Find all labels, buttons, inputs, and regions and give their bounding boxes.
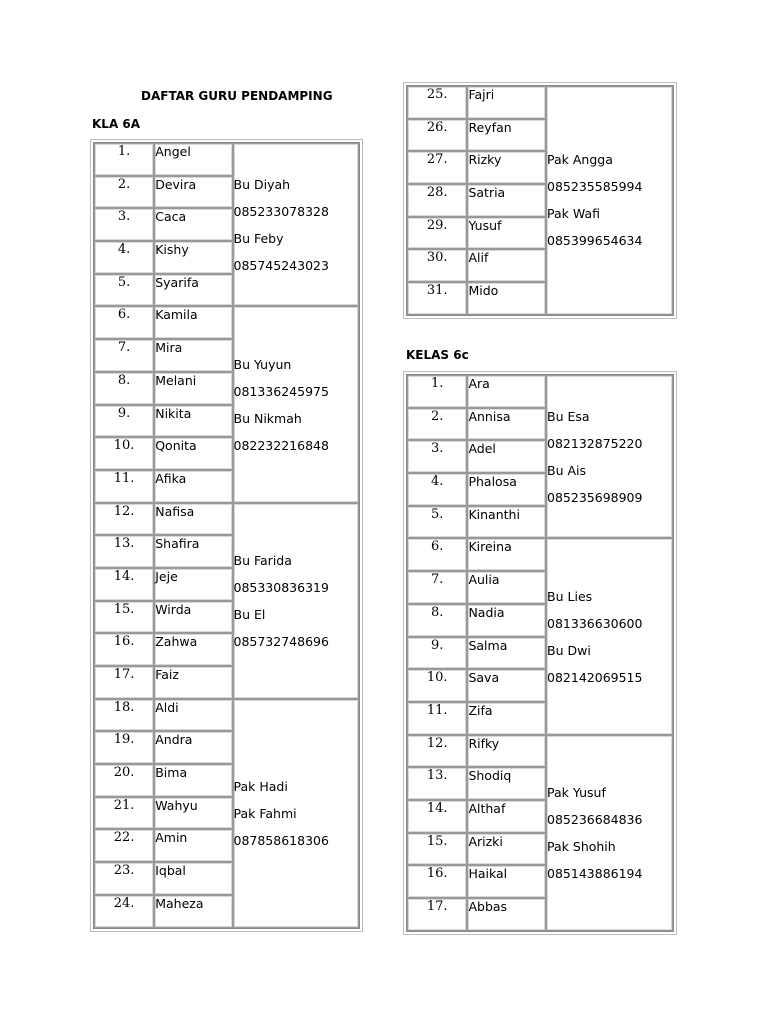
student-name: Rifky xyxy=(467,735,546,768)
teacher-info: 085235585994 xyxy=(547,179,643,195)
teacher-info: Bu Lies xyxy=(547,588,593,604)
student-number: 12. xyxy=(94,503,154,536)
student-name: Salma xyxy=(467,637,546,670)
student-number: 10. xyxy=(407,669,467,702)
student-name: Syarifa xyxy=(154,274,232,307)
teacher-cell xyxy=(233,143,360,306)
student-number: 10. xyxy=(94,437,154,470)
student-number: 14. xyxy=(94,568,154,601)
student-number: 7. xyxy=(94,339,154,372)
teacher-info: Pak Fahmi xyxy=(233,805,297,821)
teacher-info: Bu Diyah xyxy=(233,176,291,192)
student-number: 5. xyxy=(407,506,467,539)
table-row xyxy=(94,143,359,176)
student-name: Faiz xyxy=(154,666,232,699)
teacher-cell xyxy=(546,538,673,734)
student-name: Nafisa xyxy=(154,503,232,536)
teacher-info: Bu Dwi xyxy=(547,642,591,658)
student-name: Nikita xyxy=(154,405,232,438)
student-name: Iqbal xyxy=(154,862,232,895)
teacher-info: Pak Wafi xyxy=(547,206,600,222)
student-name: Satria xyxy=(467,184,546,217)
student-name: Arizki xyxy=(467,833,546,866)
class-heading-6a: KLA 6A xyxy=(92,117,141,131)
student-number: 3. xyxy=(407,440,467,473)
teacher-info: 081336630600 xyxy=(547,615,643,631)
student-name: Adel xyxy=(467,440,546,473)
student-name: Kamila xyxy=(154,306,232,339)
teacher-info: 085732748696 xyxy=(233,633,329,649)
student-name: Ara xyxy=(467,375,546,408)
teacher-info: 087858618306 xyxy=(233,832,329,848)
teacher-info: 082132875220 xyxy=(547,435,643,451)
teacher-info: Bu Esa xyxy=(547,408,590,424)
teacher-info: 085235698909 xyxy=(547,489,643,505)
student-name: Althaf xyxy=(467,800,546,833)
student-name: Melani xyxy=(154,372,232,405)
student-number: 15. xyxy=(94,601,154,634)
student-number: 13. xyxy=(94,535,154,568)
student-number: 11. xyxy=(94,470,154,503)
student-number: 1. xyxy=(94,143,154,176)
student-number: 17. xyxy=(94,666,154,699)
student-name: Annisa xyxy=(467,408,546,441)
student-name: Kishy xyxy=(154,241,232,274)
teacher-info: Bu Farida xyxy=(233,552,292,568)
student-number: 3. xyxy=(94,208,154,241)
student-number: 18. xyxy=(94,699,154,732)
student-number: 25. xyxy=(407,86,467,119)
student-name: Caca xyxy=(154,208,232,241)
student-name: Haikal xyxy=(467,865,546,898)
teacher-info: Pak Yusuf xyxy=(547,784,606,800)
student-number: 14. xyxy=(407,800,467,833)
student-number: 13. xyxy=(407,767,467,800)
student-number: 5. xyxy=(94,274,154,307)
student-name: Shafira xyxy=(154,535,232,568)
table-row xyxy=(407,538,673,571)
student-number: 31. xyxy=(407,282,467,315)
teacher-info: 085745243023 xyxy=(233,257,329,273)
student-number: 15. xyxy=(407,833,467,866)
teacher-info: Bu Ais xyxy=(547,462,587,478)
student-number: 26. xyxy=(407,119,467,152)
student-number: 4. xyxy=(94,241,154,274)
student-number: 6. xyxy=(94,306,154,339)
student-name: Devira xyxy=(154,176,232,209)
student-name: Kinanthi xyxy=(467,506,546,539)
student-number: 1. xyxy=(407,375,467,408)
teacher-cell xyxy=(233,306,360,502)
student-name: Zifa xyxy=(467,702,546,735)
table-kla-6a xyxy=(93,142,360,929)
student-number: 2. xyxy=(407,408,467,441)
student-name: Yusuf xyxy=(467,217,546,250)
student-name: Afika xyxy=(154,470,232,503)
student-number: 9. xyxy=(94,405,154,438)
class-heading-6c: KELAS 6c xyxy=(406,348,469,362)
student-name: Mido xyxy=(467,282,546,315)
student-number: 11. xyxy=(407,702,467,735)
student-number: 16. xyxy=(407,865,467,898)
teacher-info: Bu Yuyun xyxy=(233,356,292,372)
table-row xyxy=(94,306,359,339)
student-name: Wahyu xyxy=(154,797,232,830)
student-number: 12. xyxy=(407,735,467,768)
teacher-info: 085143886194 xyxy=(547,865,643,881)
student-name: Sava xyxy=(467,669,546,702)
student-number: 20. xyxy=(94,764,154,797)
student-name: Alif xyxy=(467,249,546,282)
teacher-info: 085236684836 xyxy=(547,811,643,827)
student-number: 17. xyxy=(407,898,467,931)
teacher-info: Pak Hadi xyxy=(233,778,288,794)
student-number: 29. xyxy=(407,217,467,250)
teacher-cell xyxy=(546,86,673,315)
student-number: 23. xyxy=(94,862,154,895)
student-name: Bima xyxy=(154,764,232,797)
table-row xyxy=(407,735,673,768)
student-number: 22. xyxy=(94,829,154,862)
table-row xyxy=(94,503,359,536)
page-title: DAFTAR GURU PENDAMPING xyxy=(141,89,333,103)
student-name: Aldi xyxy=(154,699,232,732)
student-number: 28. xyxy=(407,184,467,217)
student-name: Jeje xyxy=(154,568,232,601)
student-name: Maheza xyxy=(154,895,232,928)
student-name: Angel xyxy=(154,143,232,176)
student-name: Nadia xyxy=(467,604,546,637)
teacher-info: 085399654634 xyxy=(547,233,643,249)
student-number: 4. xyxy=(407,473,467,506)
table-kelas-6c xyxy=(406,374,674,932)
student-name: Kireina xyxy=(467,538,546,571)
table-row xyxy=(407,375,673,408)
student-name: Abbas xyxy=(467,898,546,931)
student-number: 8. xyxy=(94,372,154,405)
student-name: Rizky xyxy=(467,151,546,184)
student-name: Phalosa xyxy=(467,473,546,506)
student-number: 8. xyxy=(407,604,467,637)
student-number: 30. xyxy=(407,249,467,282)
teacher-cell xyxy=(233,699,360,928)
teacher-info: Pak Shohih xyxy=(547,838,616,854)
teacher-info: Bu El xyxy=(233,606,266,622)
student-number: 21. xyxy=(94,797,154,830)
table-row xyxy=(94,699,359,732)
table-kla-6a-continued xyxy=(406,85,674,316)
student-name: Aulia xyxy=(467,571,546,604)
teacher-info: 085233078328 xyxy=(233,203,329,219)
student-name: Wirda xyxy=(154,601,232,634)
student-name: Andra xyxy=(154,731,232,764)
teacher-info: 081336245975 xyxy=(233,383,329,399)
student-number: 7. xyxy=(407,571,467,604)
student-number: 27. xyxy=(407,151,467,184)
teacher-info: Pak Angga xyxy=(547,152,613,168)
student-number: 16. xyxy=(94,633,154,666)
table-row xyxy=(407,86,673,119)
teacher-info: 082232216848 xyxy=(233,437,329,453)
teacher-cell xyxy=(546,735,673,931)
teacher-info: Bu Feby xyxy=(233,230,284,246)
teacher-info: 082142069515 xyxy=(547,669,643,685)
student-number: 9. xyxy=(407,637,467,670)
student-name: Shodiq xyxy=(467,767,546,800)
student-name: Fajri xyxy=(467,86,546,119)
student-name: Zahwa xyxy=(154,633,232,666)
teacher-info: Bu Nikmah xyxy=(233,410,302,426)
student-name: Qonita xyxy=(154,437,232,470)
student-number: 2. xyxy=(94,176,154,209)
student-name: Mira xyxy=(154,339,232,372)
teacher-cell xyxy=(546,375,673,538)
teacher-cell xyxy=(233,503,360,699)
student-number: 19. xyxy=(94,731,154,764)
student-number: 6. xyxy=(407,538,467,571)
student-name: Amin xyxy=(154,829,232,862)
student-number: 24. xyxy=(94,895,154,928)
teacher-info: 085330836319 xyxy=(233,579,329,595)
student-name: Reyfan xyxy=(467,119,546,152)
